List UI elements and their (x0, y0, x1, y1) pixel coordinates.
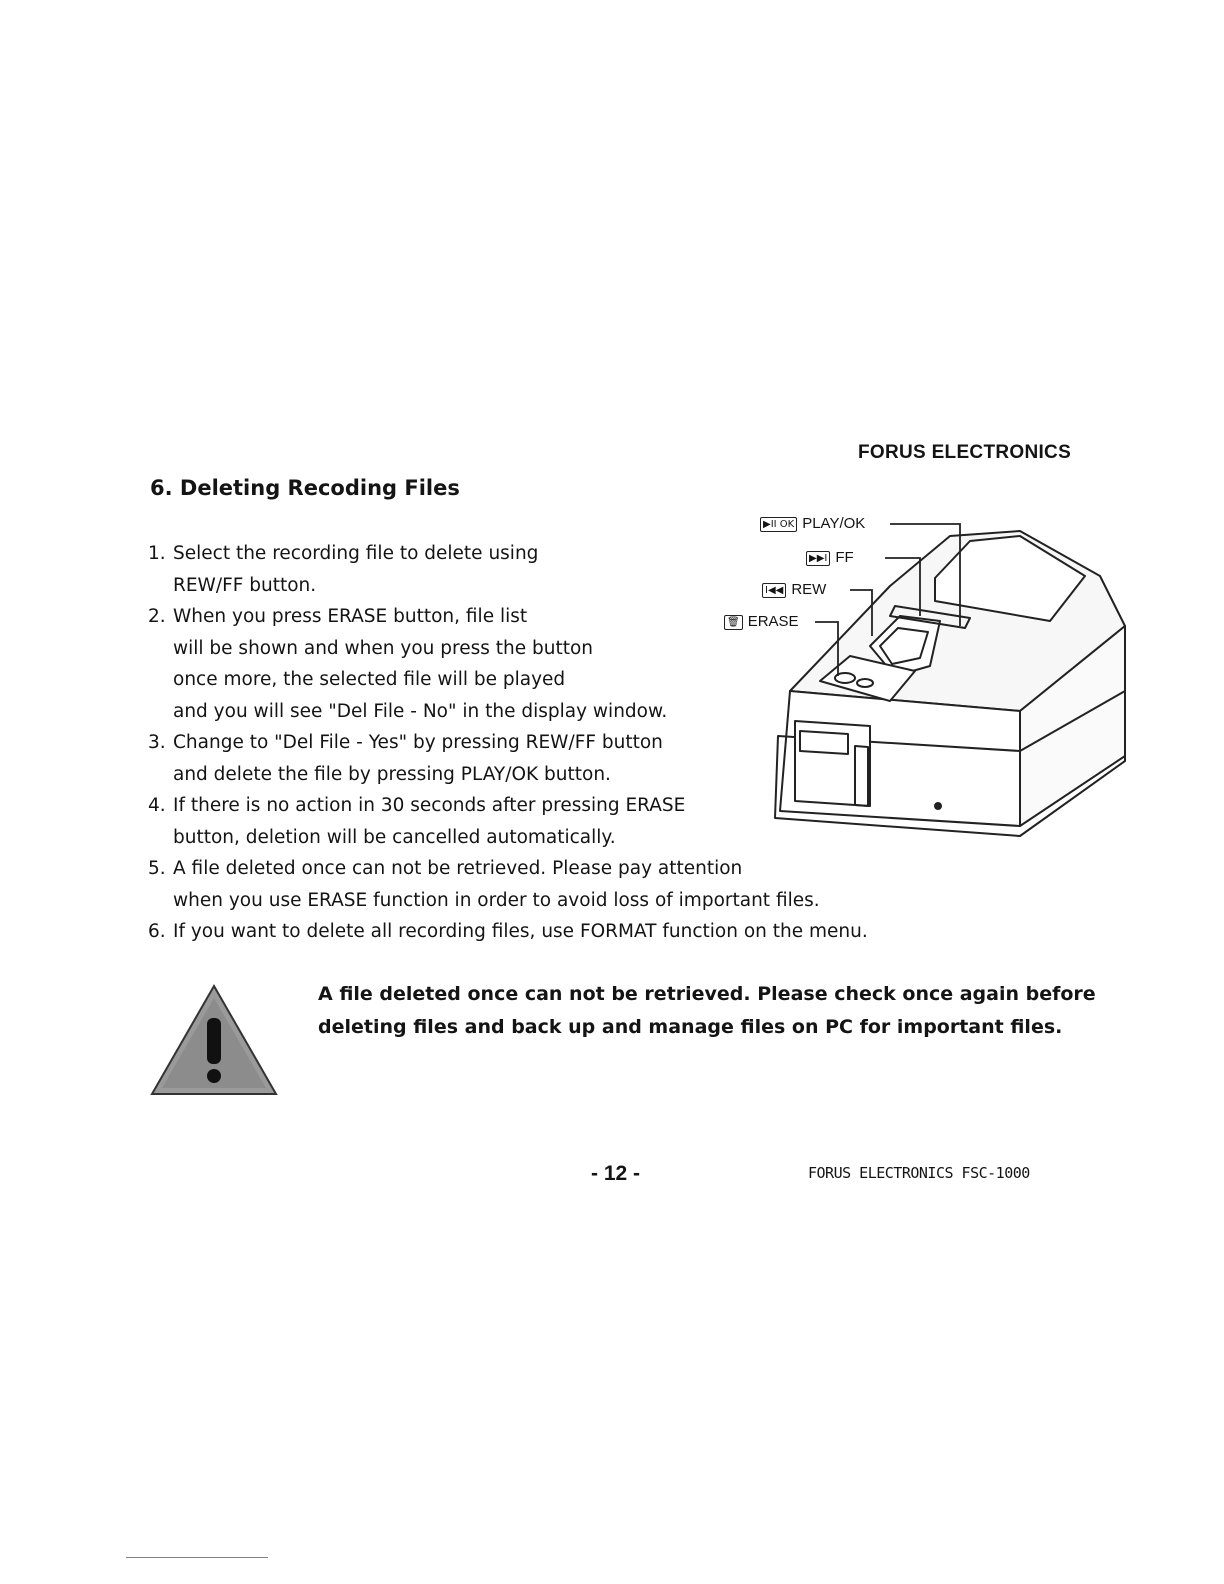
warning-line: A file deleted once can not be retrieved. Please check once again before (318, 983, 1096, 1005)
step-text (173, 538, 538, 601)
step-line: When you press ERASE button, file list (173, 606, 528, 627)
step-line: when you use ERASE function in order to avoid loss of important files. (173, 889, 820, 911)
step-line: Select the recording file to delete using (173, 543, 539, 564)
section-title: 6. Deleting Recoding Files (150, 476, 460, 500)
step-line: and you will see "Del File - No" in the display window. (173, 700, 668, 722)
warning-text (318, 978, 1096, 1044)
step-text (173, 790, 685, 853)
step-item (148, 916, 868, 948)
brand-header: FORUS ELECTRONICS (858, 442, 1072, 463)
step-number: 1. (148, 543, 166, 564)
step-line: will be shown and when you press the button (173, 637, 593, 659)
step-line: Change to "Del File - Yes" by pressing REW/FF button (173, 732, 663, 753)
erase-label: ERASE (747, 613, 799, 630)
rew-callout (762, 581, 826, 598)
bottom-divider (126, 1557, 268, 1558)
rewind-icon: I◀◀ (762, 583, 786, 598)
step-number: 6. (148, 921, 166, 942)
step-line: If there is no action in 30 seconds after pressing ERASE (173, 795, 686, 816)
warning-line: deleting files and back up and manage files on PC for important files. (318, 1016, 1063, 1038)
step-text (173, 727, 663, 790)
device-illustration (720, 506, 1140, 846)
step-line: button, deletion will be cancelled automatically. (173, 826, 616, 848)
card-reader-drawing (720, 506, 1140, 846)
step-text (173, 601, 667, 727)
ff-label: FF (835, 549, 854, 566)
step-number: 4. (148, 795, 166, 816)
step-line: once more, the selected file will be played (173, 669, 566, 690)
erase-callout (724, 613, 799, 630)
footer-brand-model: FORUS ELECTRONICS FSC-1000 (808, 1164, 1030, 1182)
warning-triangle-icon (148, 982, 280, 1098)
step-number: 3. (148, 732, 166, 753)
page-number: - 12 - (591, 1162, 641, 1185)
fast-forward-icon: ▶▶I (806, 551, 830, 566)
step-line: If you want to delete all recording files, use FORMAT function on the menu. (173, 921, 868, 942)
step-text (173, 853, 820, 916)
step-text (173, 916, 868, 948)
play-ok-label: PLAY/OK (802, 515, 866, 532)
trash-icon: 🗑 (724, 615, 743, 630)
step-line: and delete the file by pressing PLAY/OK button. (173, 763, 611, 785)
step-number: 2. (148, 606, 166, 627)
play-ok-callout (760, 515, 865, 532)
ff-callout (806, 549, 854, 566)
play-pause-icon: ▶II OK (760, 517, 797, 532)
warning-notice (148, 978, 1096, 1098)
rew-label: REW (791, 581, 827, 598)
step-number: 5. (148, 858, 166, 879)
step-line: A file deleted once can not be retrieved. Please pay attention (173, 858, 743, 879)
step-item (148, 853, 868, 916)
step-line: REW/FF button. (173, 574, 317, 596)
